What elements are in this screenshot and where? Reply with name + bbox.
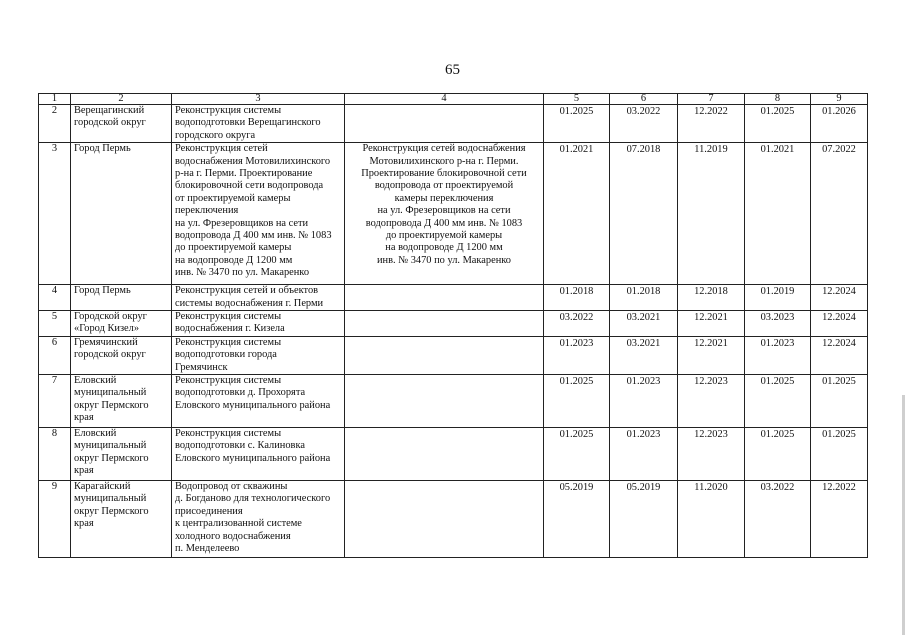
object-cell [172,375,345,428]
row-number: 6 [39,336,71,374]
text-line: Гремячинский [74,336,138,348]
text-line: водопровода Д 400 мм инв. № 1083 [365,217,523,229]
text-line: Гремячинск [175,361,228,373]
text-line: водопровода Д 400 мм инв. № 1083 [175,230,332,242]
table-row [39,481,868,558]
text-line: до проектируемой камеры [175,242,292,254]
text-line: края [74,465,94,477]
text-line: городского округа [175,129,256,141]
date-cell: 01.2023 [745,336,811,374]
municipality-cell [71,143,172,285]
text-line: Городской округ [74,311,147,323]
text-line: присоединения [175,505,243,517]
object-cell [172,143,345,285]
description-cell [345,285,544,311]
date-cell: 03.2021 [610,336,678,374]
table-row [39,375,868,428]
header-cell: 3 [172,94,345,105]
object-cell [172,336,345,374]
text-line: камеры переключения [394,192,494,204]
row-number: 7 [39,375,71,428]
object-cell [172,285,345,311]
date-cell: 12.2024 [811,285,868,311]
description-cell [345,481,544,558]
header-cell: 9 [811,94,868,105]
municipality-cell [71,105,172,143]
text-line: д. Богданово для технологического [175,493,331,505]
text-line: водоподготовки города [175,349,277,361]
text-line: водоподготовки Верещагинского [175,117,321,129]
table-row [39,285,868,311]
text-line: края [74,518,94,530]
date-cell: 12.2024 [811,336,868,374]
text-line: муниципальный [74,440,147,452]
text-line: блокировочной сети водопровода [175,180,324,192]
description-cell [345,336,544,374]
text-line: холодного водоснабжения [175,530,291,542]
text-line: округ Пермского [74,505,149,517]
date-cell: 12.2022 [678,105,745,143]
text-line: системы водоснабжения г. Перми [175,297,324,309]
text-line: Город Пермь [74,285,131,297]
description-cell [345,311,544,337]
date-cell: 01.2025 [745,428,811,481]
text-line: водоподготовки д. Прохорята [175,387,306,399]
text-line: инв. № 3470 по ул. Макаренко [376,254,512,266]
date-cell: 07.2018 [610,143,678,285]
header-cell: 5 [544,94,610,105]
text-line: Проектирование блокировочной сети [361,168,527,180]
text-line: переключения [175,205,239,217]
date-cell: 01.2025 [745,375,811,428]
text-line: до проектируемой камеры [385,230,503,242]
municipality-cell [71,336,172,374]
date-cell: 03.2022 [544,311,610,337]
header-cell: 6 [610,94,678,105]
municipality-cell [71,285,172,311]
text-line: Реконструкция системы [175,311,282,323]
header-cell: 8 [745,94,811,105]
text-line: Реконструкция системы [175,336,282,348]
text-line: на ул. Фрезеровщиков на сети [377,205,511,217]
header-cell: 2 [71,94,172,105]
table-row [39,336,868,374]
text-line: на водопроводе Д 1200 мм [385,242,503,254]
table-row [39,143,868,285]
row-number: 2 [39,105,71,143]
row-number: 4 [39,285,71,311]
date-cell: 01.2023 [544,336,610,374]
text-line: Реконструкция сетей и объектов [175,285,319,297]
date-cell: 01.2026 [811,105,868,143]
description-cell [345,375,544,428]
date-cell: 01.2018 [610,285,678,311]
header-row [39,94,868,105]
text-line: Город Пермь [74,143,131,155]
date-cell: 01.2025 [544,428,610,481]
date-cell: 12.2024 [811,311,868,337]
text-line: Еловский [74,375,117,387]
text-line: водопровода от проектируемой [374,180,514,192]
table-row [39,428,868,481]
table-row [39,105,868,143]
date-cell: 11.2019 [678,143,745,285]
text-line: Еловский [74,428,117,440]
text-line: округ Пермского [74,452,149,464]
date-cell: 01.2021 [544,143,610,285]
date-cell: 12.2021 [678,311,745,337]
text-line: Реконструкция сетей водоснабжения [362,143,526,155]
date-cell: 01.2025 [745,105,811,143]
date-cell: 07.2022 [811,143,868,285]
object-cell [172,105,345,143]
text-line: городской округ [74,349,146,361]
object-cell [172,311,345,337]
text-line: муниципальный [74,387,147,399]
date-cell: 12.2021 [678,336,745,374]
date-cell: 01.2021 [745,143,811,285]
text-line: на ул. Фрезеровщиков на сети [175,217,309,229]
row-number: 5 [39,311,71,337]
date-cell: 05.2019 [610,481,678,558]
date-cell: 01.2025 [544,105,610,143]
date-cell: 12.2018 [678,285,745,311]
header-cell: 7 [678,94,745,105]
text-line: муниципальный [74,493,147,505]
object-cell [172,481,345,558]
header-cell: 4 [345,94,544,105]
row-number: 9 [39,481,71,558]
date-cell: 03.2022 [745,481,811,558]
text-line: городской округ [74,117,146,129]
text-line: Еловского муниципального района [175,452,331,464]
text-line: Реконструкция сетей [175,143,268,155]
date-cell: 12.2022 [811,481,868,558]
page-number: 65 [445,62,460,78]
text-line: водоснабжения г. Кизела [175,323,285,335]
text-line: Реконструкция системы [175,428,282,440]
text-line: Еловского муниципального района [175,399,331,411]
text-line: р-на г. Перми. Проектирование [175,168,313,180]
date-cell: 01.2019 [745,285,811,311]
text-line: Верещагинский [74,105,145,116]
text-line: к централизованной системе [175,518,302,530]
date-cell: 12.2023 [678,428,745,481]
description-cell [345,143,544,285]
date-cell: 12.2023 [678,375,745,428]
row-number: 8 [39,428,71,481]
date-cell: 03.2023 [745,311,811,337]
date-cell: 01.2025 [811,428,868,481]
header-cell: 1 [39,94,71,105]
text-line: водоподготовки с. Калиновка [175,440,305,452]
date-cell: 01.2018 [544,285,610,311]
text-line: инв. № 3470 по ул. Макаренко [175,267,310,279]
text-line: Реконструкция системы [175,105,282,116]
text-line: п. Менделеево [175,543,240,555]
date-cell: 01.2025 [811,375,868,428]
date-cell: 11.2020 [678,481,745,558]
text-line: от проектируемой камеры [175,192,291,204]
text-line: округ Пермского [74,399,149,411]
description-cell [345,105,544,143]
date-cell: 05.2019 [544,481,610,558]
row-number: 3 [39,143,71,285]
text-line: водоснабжения Мотовилихинского [175,155,331,167]
municipality-cell [71,375,172,428]
text-line: Карагайский [74,481,131,493]
municipality-cell [71,481,172,558]
text-line: Реконструкция системы [175,375,282,387]
description-cell [345,428,544,481]
date-cell: 03.2022 [610,105,678,143]
municipality-cell [71,311,172,337]
table-row [39,311,868,337]
date-cell: 01.2023 [610,428,678,481]
text-line: «Город Кизел» [74,323,140,335]
object-cell [172,428,345,481]
date-cell: 03.2021 [610,311,678,337]
text-line: края [74,412,94,424]
municipality-cell [71,428,172,481]
text-line: Мотовилихинского р-на г. Перми. [369,155,519,167]
date-cell: 01.2025 [544,375,610,428]
program-table [38,93,868,558]
date-cell: 01.2023 [610,375,678,428]
text-line: Водопровод от скважины [175,481,288,493]
text-line: на водопроводе Д 1200 мм [175,254,293,266]
